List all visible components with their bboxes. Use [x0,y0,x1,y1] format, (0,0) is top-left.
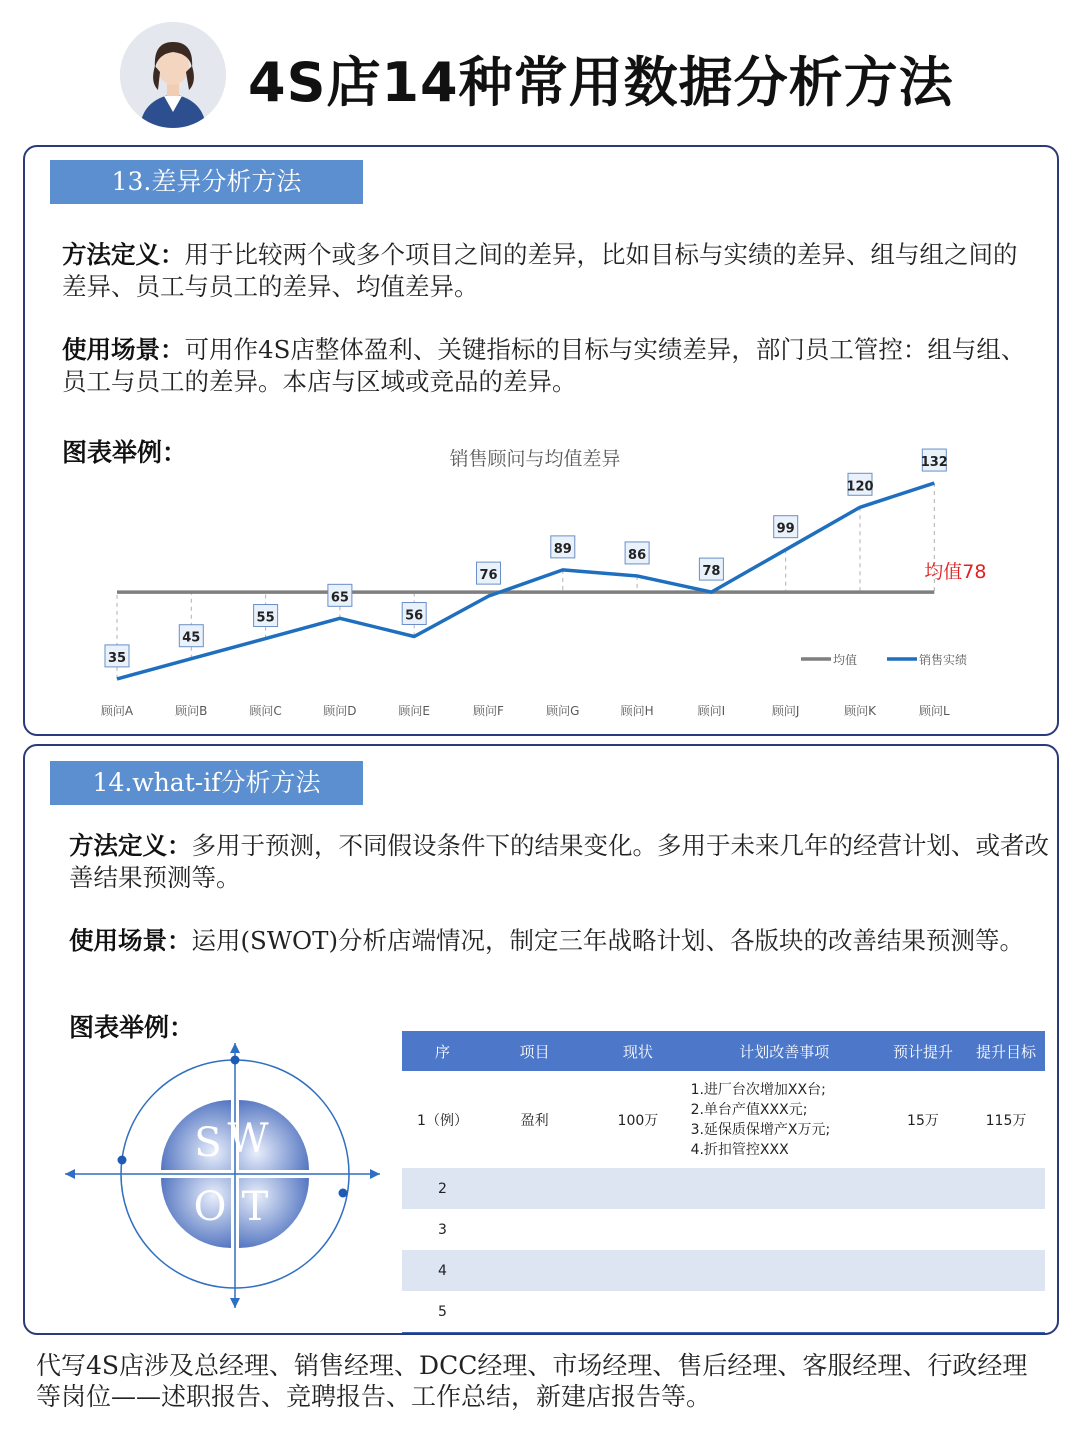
x-tick-label: 顾问C [249,704,282,718]
table-row [402,1168,1045,1209]
page-title: 4S店14种常用数据分析方法 [248,51,954,114]
swot-o-letter: O [193,1184,227,1230]
plan-line: 1.进厂台次增加XX台; [690,1081,826,1098]
table-row [402,1291,1045,1333]
chart-title: 销售顾问与均值差异 [449,448,621,470]
row-no: 1（例） [402,1071,483,1168]
definition-label: 方法定义： [62,240,185,269]
x-tick-label: 顾问K [844,704,876,718]
sales-series-line [117,483,934,679]
col-header-item: 项目 [483,1031,586,1071]
page-header [0,0,1080,140]
row-target: 115万 [967,1071,1045,1168]
swot-t-letter: T [241,1184,269,1230]
plan-line: 4.折扣管控XXX [690,1141,789,1158]
definition-text: 多用于预测，不同假设条件下的结果变化。多用于未来几年的经营计划、或者改善结果预测等。 [69,831,1049,892]
table-row [402,1250,1045,1291]
table-header-row [402,1031,1045,1071]
swot-example-label: 图表举例： [69,1013,195,1042]
legend-mean-label: 均值 [833,653,858,667]
chart-example-label: 图表举例： [62,438,188,467]
scene-text: 可用作4S店整体盈利、关键指标的目标与实绩差异，部门员工管控：组与组、员工与员工的差异。本店与区域或竞品的差异。 [62,335,1026,396]
row-plan [690,1071,879,1168]
x-tick-label: 顾问D [323,704,357,718]
x-tick-label: 顾问G [546,704,580,718]
row-no: 4 [402,1250,483,1291]
row-status: 100万 [586,1071,689,1168]
person-avatar-icon [120,22,226,128]
data-label: 86 [628,547,647,563]
data-label: 65 [330,590,349,606]
definition-text: 用于比较两个或多个项目之间的差异，比如目标与实绩的差异、组与组之间的差异、员工与员工的差异、均值差异。 [62,240,1018,301]
legend-sales-label: 销售实绩 [919,653,968,667]
section-13-card [23,145,1059,736]
swot-diagram [60,1038,390,1313]
footer-note: 代写4S店涉及总经理、销售经理、DCC经理、市场经理、售后经理、客服经理、行政经理等岗位——述职报告、竞聘报告、工作总结，新建店报告等。 [36,1351,1028,1411]
x-tick-label: 顾问B [175,704,208,718]
section-14-scene [69,925,1054,957]
swot-s-letter: S [194,1120,222,1166]
data-label: 132 [920,455,948,471]
data-label: 76 [479,568,498,584]
col-header-plan: 计划改善事项 [690,1031,879,1071]
row-no: 2 [402,1168,483,1209]
row-expected: 15万 [879,1071,967,1168]
data-label: 99 [776,521,795,537]
variance-line-chart [25,287,1055,727]
scene-label: 使用场景： [69,926,192,955]
row-no: 5 [402,1291,483,1333]
col-header-expected: 预计提升 [879,1031,967,1071]
row-no: 3 [438,1221,447,1238]
swot-w-letter: W [227,1116,269,1162]
data-label: 45 [182,630,201,646]
row-item: 盈利 [483,1071,586,1168]
scene-label: 使用场景： [62,335,185,364]
data-label: 120 [846,479,874,495]
data-label: 55 [256,610,275,626]
table-row [402,1071,1045,1168]
x-tick-label: 顾问I [697,704,726,718]
x-tick-label: 顾问J [771,704,800,718]
data-label: 89 [553,541,572,557]
section-14-card [23,744,1059,1335]
plan-line: 2.单台产值XXX元; [690,1101,808,1118]
table-row [402,1209,1045,1250]
x-tick-label: 顾问F [473,704,504,718]
col-header-status: 现状 [586,1031,689,1071]
mean-value-label: 均值78 [924,561,987,584]
avatar [120,22,226,128]
scene-text: 运用(SWOT)分析店端情况，制定三年战略计划、各版块的改善结果预测等。 [191,926,1025,955]
col-header-target: 提升目标 [967,1031,1045,1071]
definition-label: 方法定义： [69,831,192,860]
section-14-title: 14.what-if分析方法 [50,761,363,805]
data-label: 35 [107,650,127,666]
x-tick-label: 顾问H [620,704,654,718]
data-label: 56 [405,608,424,624]
what-if-table [402,1031,1045,1333]
section-14-definition [69,830,1054,894]
section-13-title: 13.差异分析方法 [50,160,363,204]
x-tick-label: 顾问E [398,704,430,718]
plan-line: 3.延保质保增产X万元; [690,1121,831,1138]
x-tick-label: 顾问A [100,704,134,718]
x-tick-label: 顾问L [918,704,950,718]
col-header-no: 序 [402,1031,483,1071]
data-label: 78 [702,564,721,580]
